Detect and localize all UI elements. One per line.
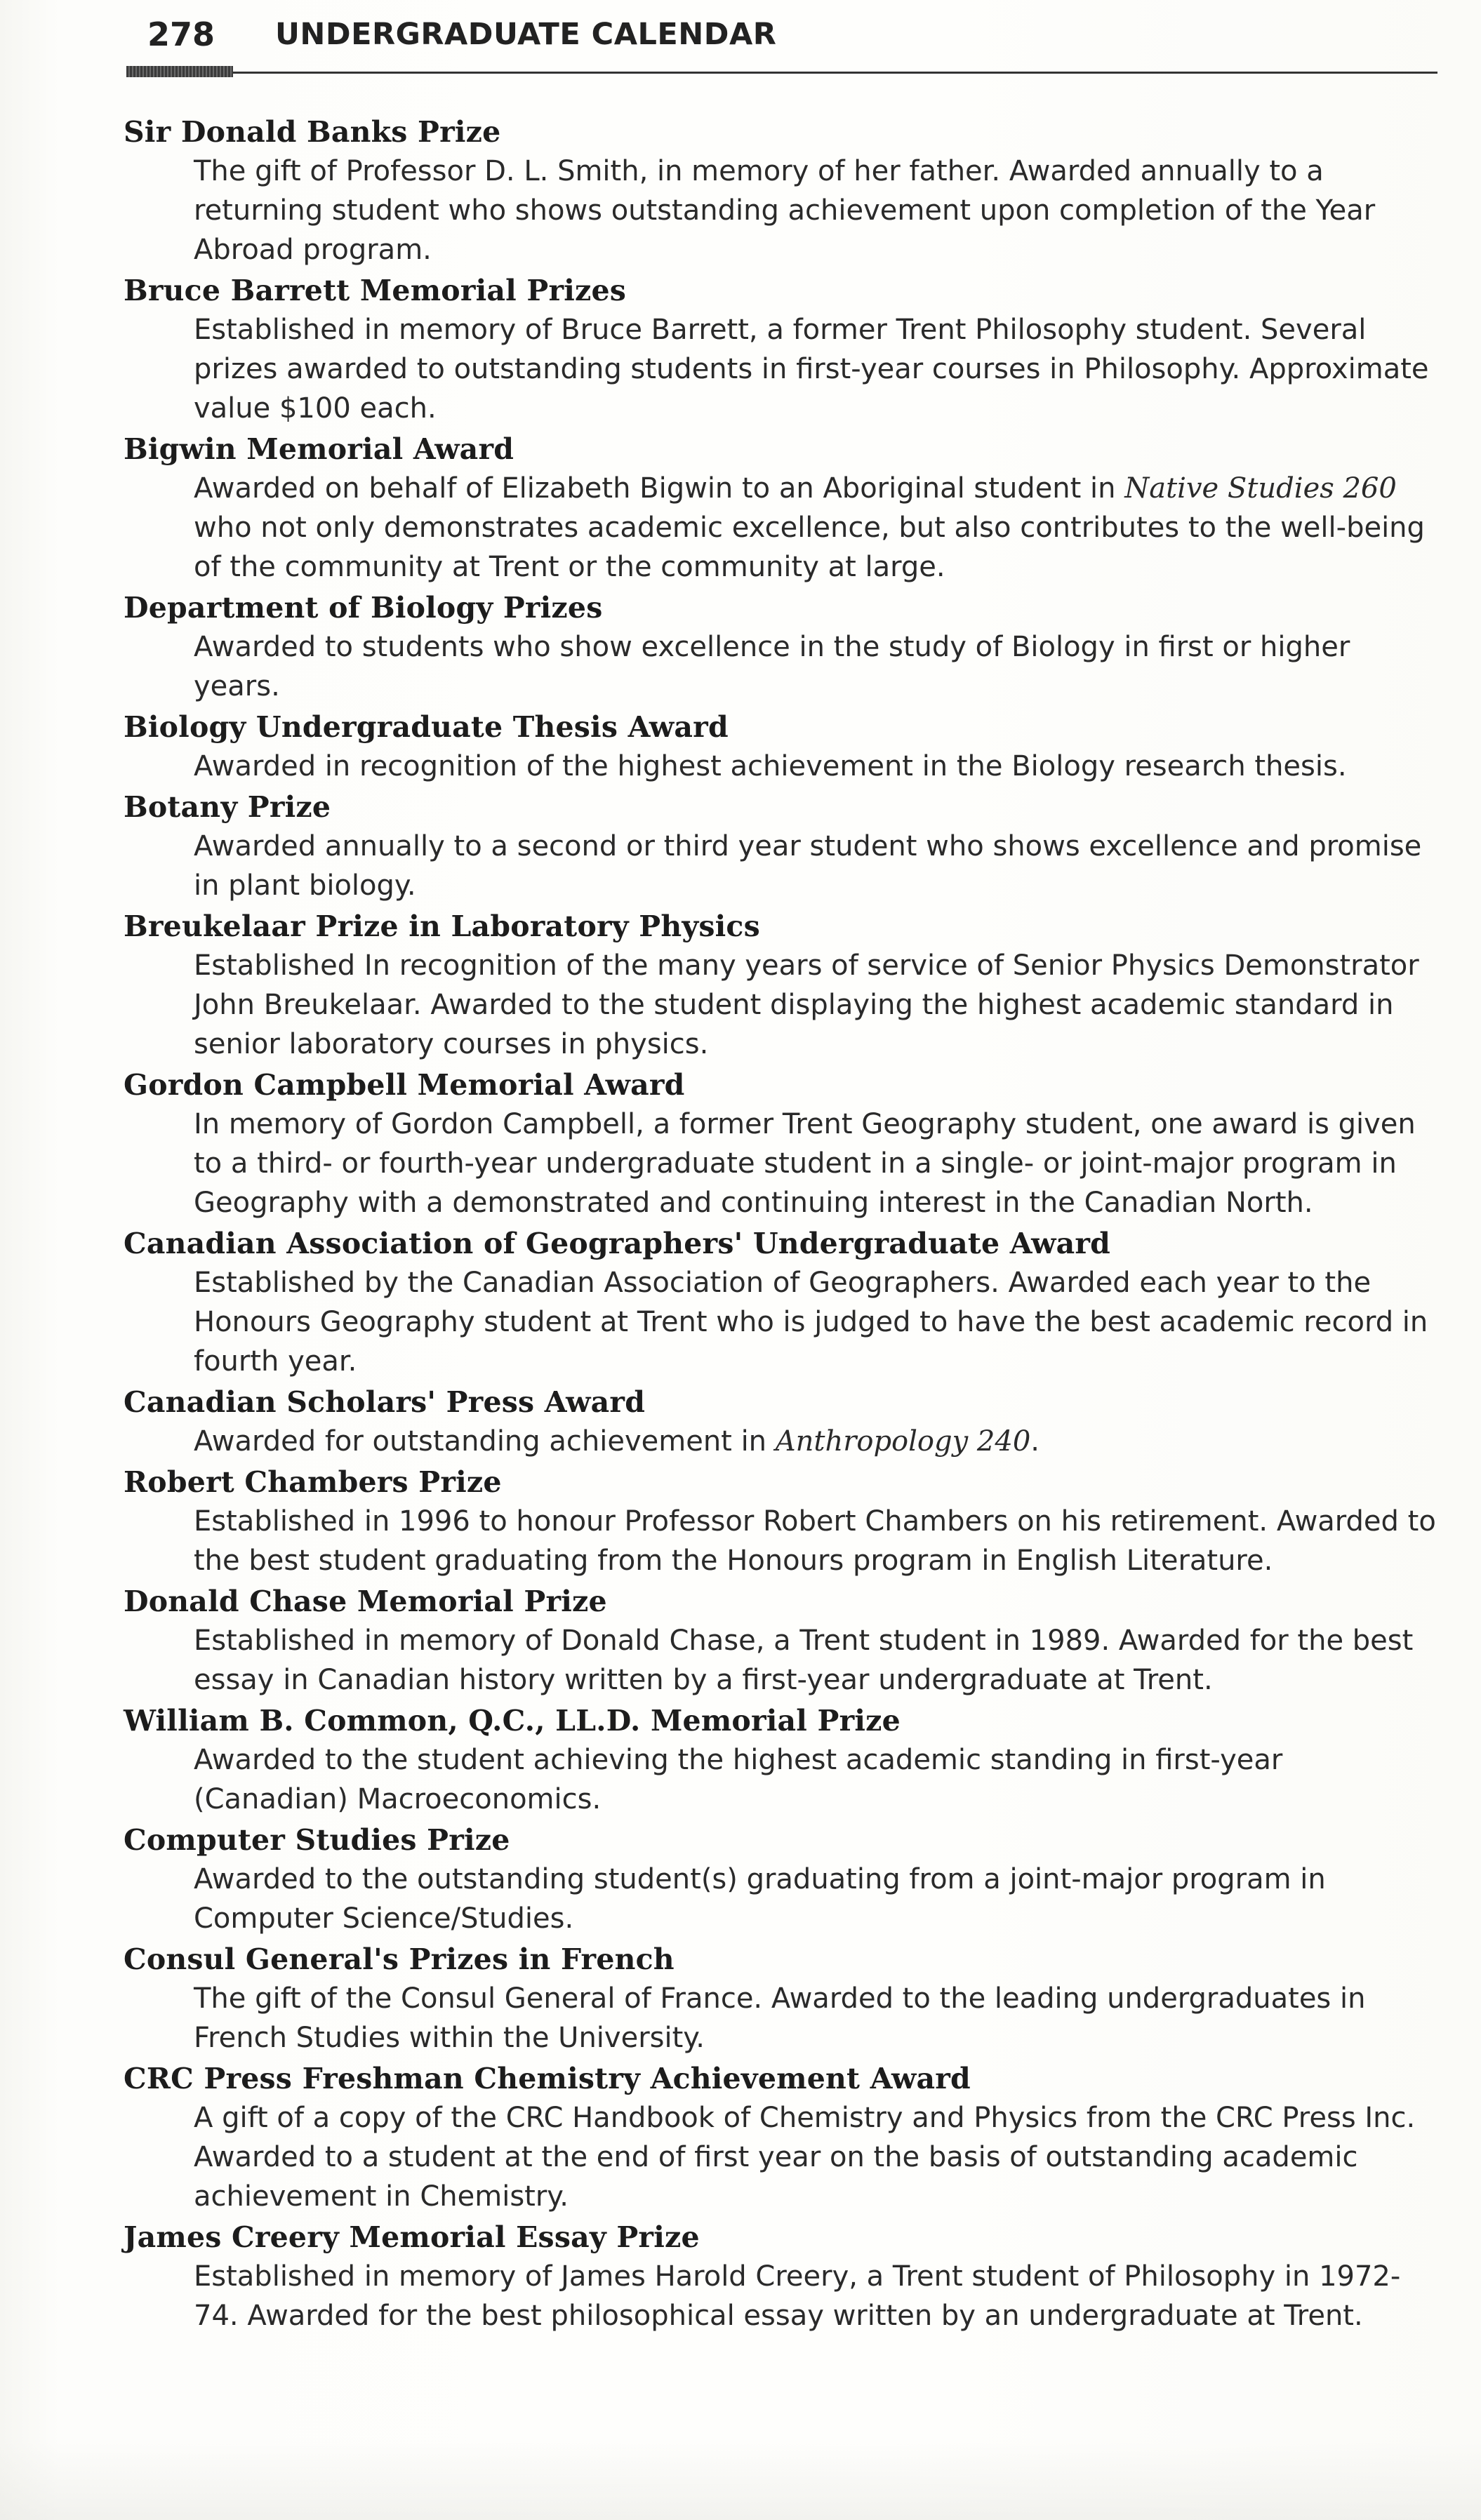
award-description-text: A gift of a copy of the CRC Handbook of Chemistry and Physics from the CRC Press Inc. Awarded to a student at the end of first year on the basis of outstanding academic achievement in Chemistry. [194, 2102, 1416, 2213]
award-description [124, 827, 1443, 905]
award-description-text-cont: who not only demonstrates academic excellence, but also contributes to the well-being of the community at Trent or the community at large. [194, 512, 1425, 583]
award-description [124, 2098, 1443, 2216]
header-rule-line [233, 72, 1437, 74]
award-description [124, 1979, 1443, 2058]
award-title: Robert Chambers Prize [124, 1465, 502, 1499]
award-description-text: The gift of the Consul General of France. Awarded to the leading undergraduates in French Studies within the University. [194, 1982, 1366, 2054]
award-description-text: Awarded annually to a second or third year student who shows excellence and promise in plant biology. [194, 830, 1422, 902]
award-description-text: Established in memory of Donald Chase, a Trent student in 1989. Awarded for the best essay in Canadian history written by a first-year undergraduate at Trent. [194, 1625, 1414, 1696]
award-description [124, 2257, 1443, 2335]
award-description-text: Awarded to the student achieving the highest academic standing in first-year (Canadian) Macroeconomics. [194, 1744, 1283, 1815]
running-head: UNDERGRADUATE CALENDAR [275, 17, 777, 52]
award-title: Breukelaar Prize in Laboratory Physics [124, 909, 760, 943]
award-entry [124, 1462, 1443, 1580]
award-description [124, 1263, 1443, 1381]
page-bottom-shade [0, 2442, 1481, 2520]
award-title: James Creery Memorial Essay Prize [124, 2220, 700, 2254]
award-description-text: Awarded to students who show excellence in the study of Biology in first or higher years. [194, 631, 1350, 702]
award-entry [124, 1701, 1443, 1819]
award-description-text: Awarded in recognition of the highest achievement in the Biology research thesis. [194, 750, 1347, 782]
award-description [124, 1502, 1443, 1580]
award-title: CRC Press Freshman Chemistry Achievement Award [124, 2062, 971, 2095]
award-title: Gordon Campbell Memorial Award [124, 1068, 685, 1102]
award-entry [124, 429, 1443, 587]
award-description [124, 152, 1443, 269]
award-title: Department of Biology Prizes [124, 591, 603, 625]
page-number: 278 [147, 15, 215, 53]
award-title: Bigwin Memorial Award [124, 432, 514, 466]
award-entry [124, 907, 1443, 1064]
award-entry [124, 588, 1443, 706]
header-rule-block [126, 66, 233, 77]
award-description [124, 1105, 1443, 1222]
award-description [124, 946, 1443, 1064]
award-entry [124, 1224, 1443, 1381]
award-entry [124, 2059, 1443, 2216]
award-description [124, 1860, 1443, 1938]
award-description-text: Established by the Canadian Association of Geographers. Awarded each year to the Honours Geography student at Trent who is judged to have the best academic record in fourth year. [194, 1267, 1428, 1378]
award-description-text: Established in memory of Bruce Barrett, a former Trent Philosophy student. Several prizes awarded to outstanding students in first-year courses in Philosophy. Approximate value $100 each. [194, 314, 1429, 425]
award-entry [124, 2218, 1443, 2335]
award-title: Consul General's Prizes in French [124, 1942, 675, 1976]
award-description-text: The gift of Professor D. L. Smith, in memory of her father. Awarded annually to a returning student who shows outstanding achievement upon completion of the Year Abroad program. [194, 155, 1376, 266]
award-entry [124, 707, 1443, 786]
award-title: Botany Prize [124, 790, 331, 824]
award-description [124, 627, 1443, 706]
page-header [126, 15, 1439, 79]
award-description-text: In memory of Gordon Campbell, a former Trent Geography student, one award is given to a third- or fourth-year undergraduate student in a single- or joint-major program in Geography with a demonstrated and continuing interest in the Canadian North. [194, 1108, 1416, 1219]
award-entry [124, 271, 1443, 428]
award-entry [124, 787, 1443, 905]
award-entry [124, 1940, 1443, 2058]
award-description [124, 310, 1443, 428]
award-entry [124, 1820, 1443, 1938]
award-entry [124, 112, 1443, 269]
award-title: Canadian Association of Geographers' Undergraduate Award [124, 1227, 1111, 1260]
award-title: Bruce Barrett Memorial Prizes [124, 274, 627, 307]
award-title: Sir Donald Banks Prize [124, 115, 501, 149]
award-description [124, 747, 1443, 786]
award-entry [124, 1065, 1443, 1222]
award-description [124, 1621, 1443, 1700]
award-description-text: Established in 1996 to honour Professor Robert Chambers on his retirement. Awarded to the best student graduating from the Honours program in English Literature. [194, 1505, 1436, 1577]
award-description [124, 1422, 1443, 1461]
award-title: Computer Studies Prize [124, 1823, 510, 1857]
course-name: Anthropology 240 [775, 1425, 1031, 1458]
course-name: Native Studies 260 [1124, 472, 1397, 505]
awards-list [124, 112, 1443, 2337]
award-entry [124, 1382, 1443, 1461]
award-description [124, 469, 1443, 587]
award-description [124, 1740, 1443, 1819]
award-description-text: Awarded for outstanding achievement in [194, 1425, 776, 1458]
award-title: William B. Common, Q.C., LL.D. Memorial Prize [124, 1704, 901, 1738]
award-title: Canadian Scholars' Press Award [124, 1385, 646, 1419]
award-title: Biology Undergraduate Thesis Award [124, 710, 729, 744]
award-description-text: Established In recognition of the many years of service of Senior Physics Demonstrator John Breukelaar. Awarded to the student displaying the highest academic standard in senior laboratory courses in physics. [194, 949, 1419, 1060]
award-entry [124, 1582, 1443, 1700]
award-title: Donald Chase Memorial Prize [124, 1585, 607, 1618]
award-description-text: Awarded to the outstanding student(s) graduating from a joint-major program in Computer Science/Studies. [194, 1863, 1326, 1935]
award-description-text: Awarded on behalf of Elizabeth Bigwin to an Aboriginal student in [194, 472, 1125, 505]
award-description-text-cont: . [1030, 1425, 1040, 1458]
award-description-text: Established in memory of James Harold Creery, a Trent student of Philosophy in 1972-74. Awarded for the best philosophical essay written by an undergraduate at Trent. [194, 2260, 1401, 2332]
